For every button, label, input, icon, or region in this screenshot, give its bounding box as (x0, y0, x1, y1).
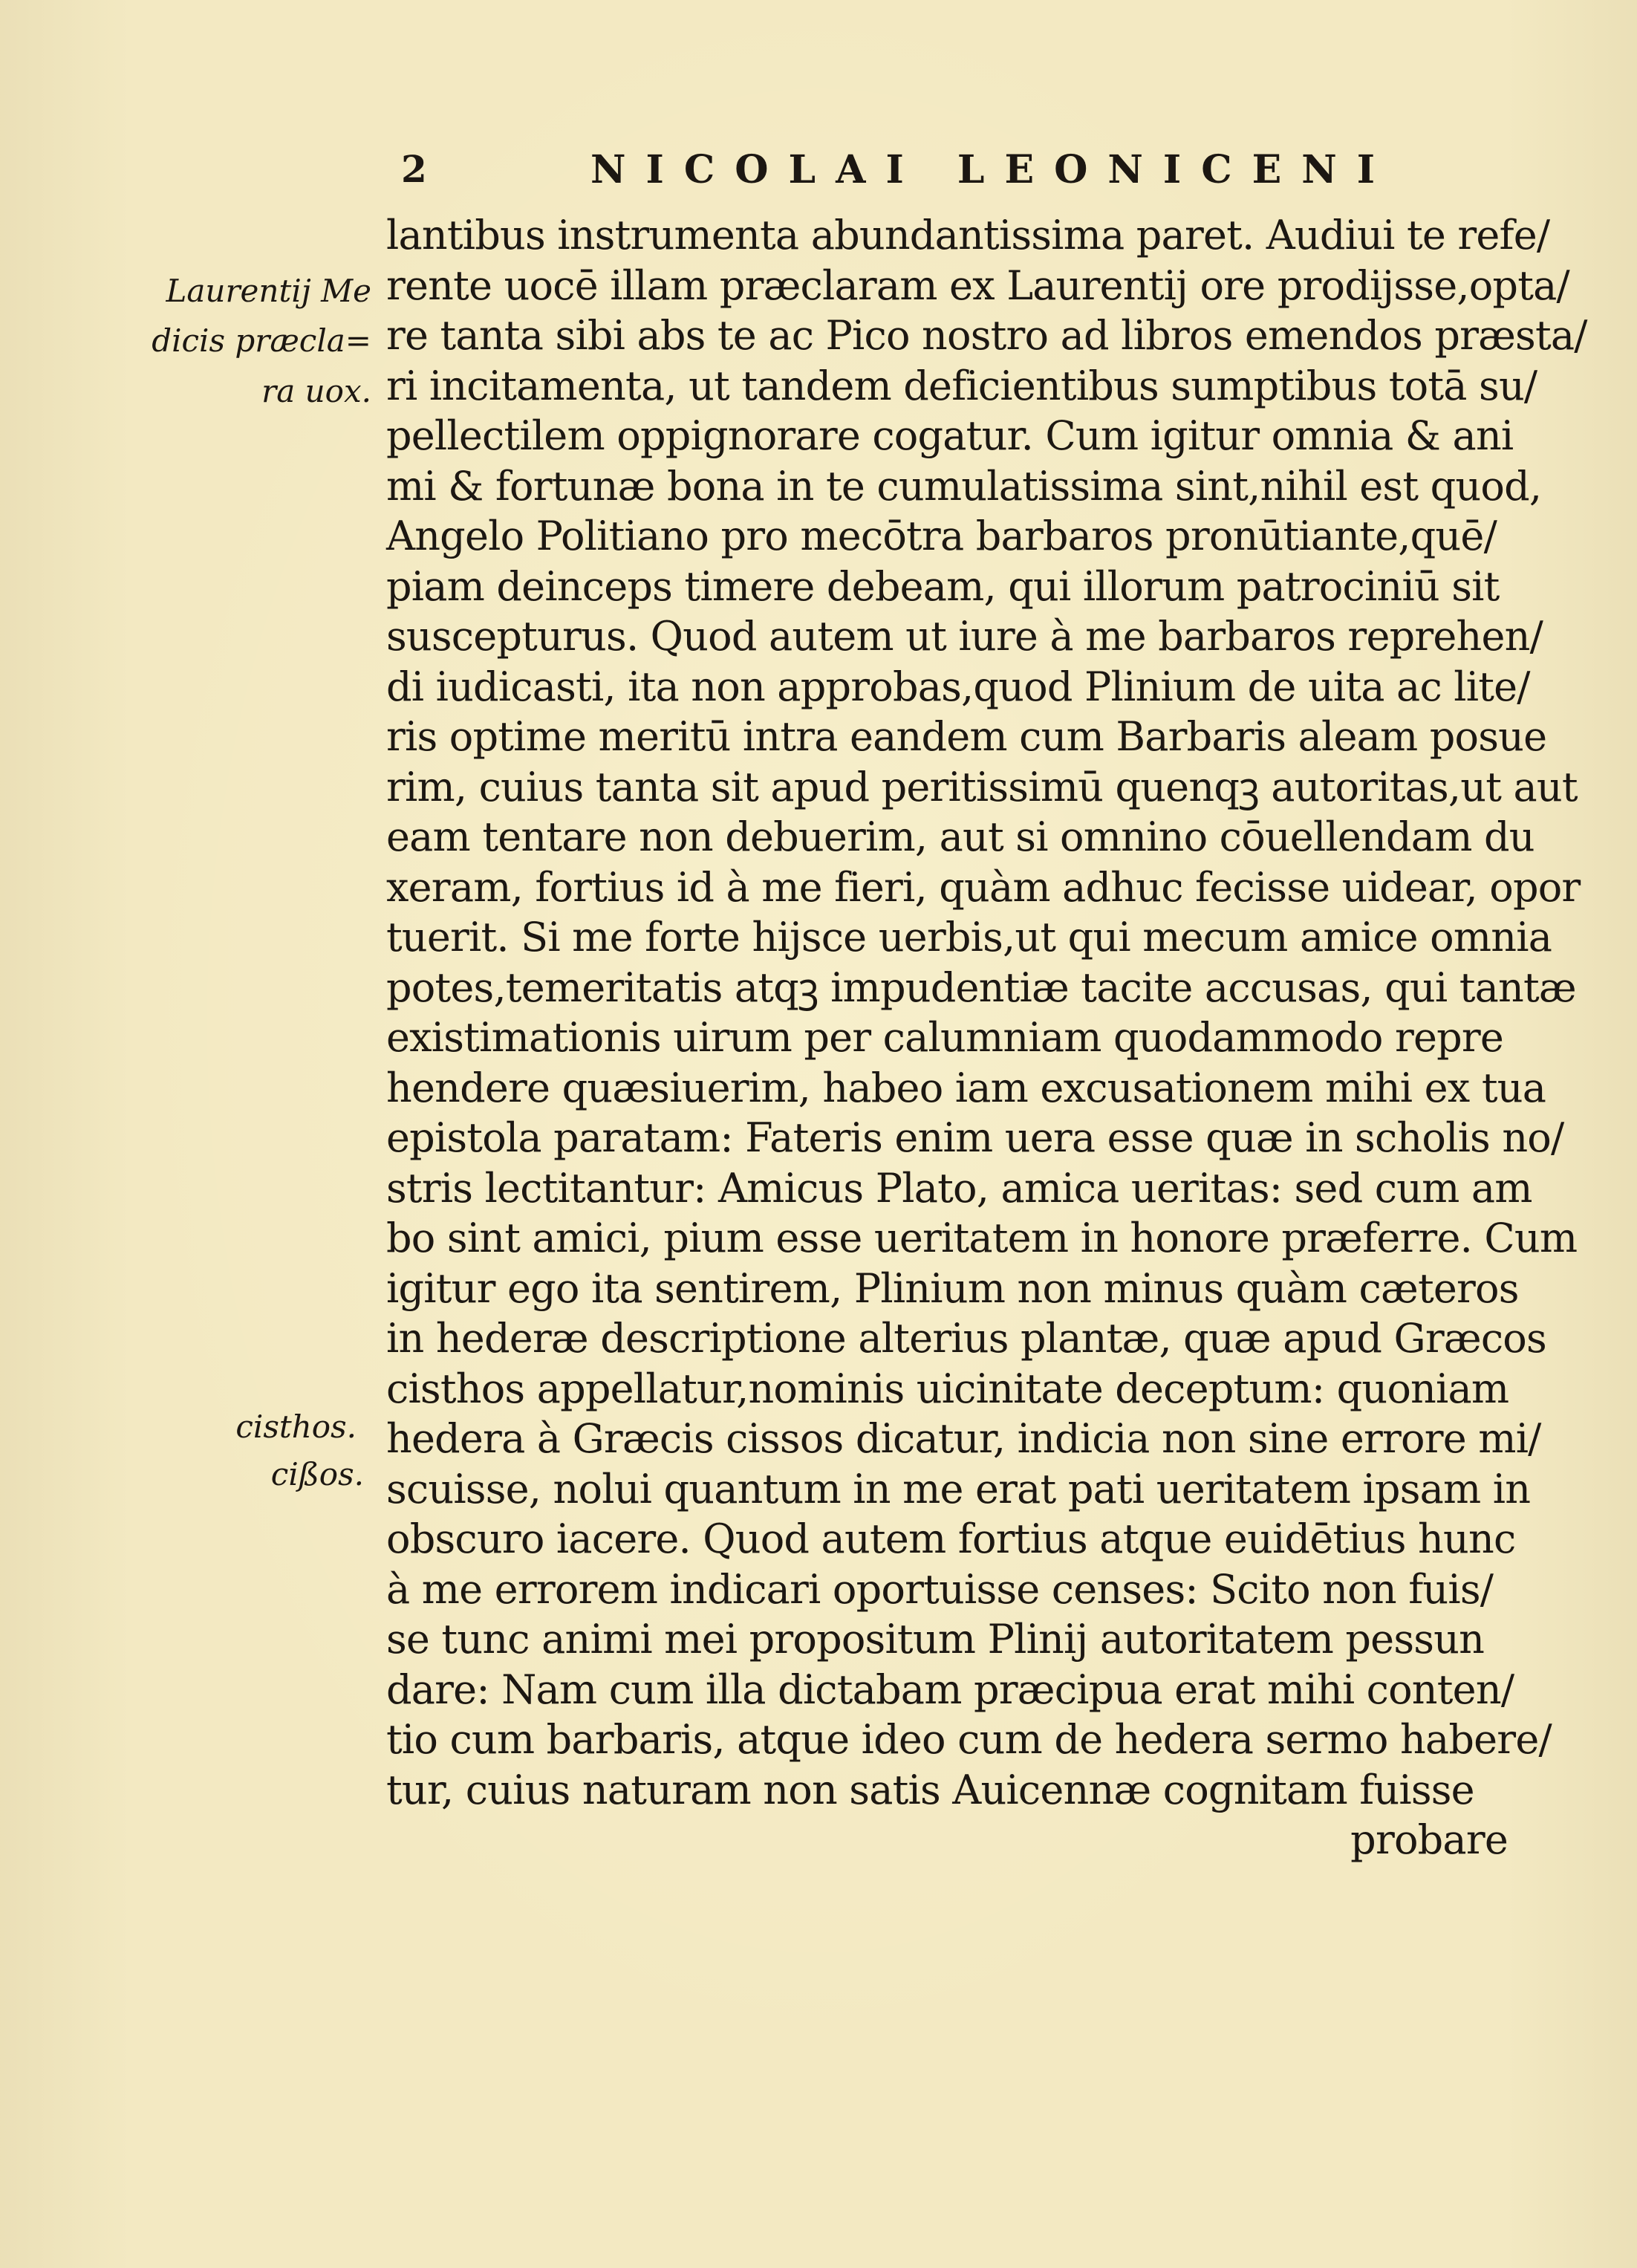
text-line: rente uocē illam præclaram ex Laurentij ore prodijsse,opta/ (386, 261, 1569, 309)
text-line: obscuro iacere. Quod autem fortius atque euidētius hunc (386, 1515, 1516, 1562)
text-line: xeram, fortius id à me fieri, quàm adhuc fecisse uidear, opor (386, 863, 1581, 911)
text-line: hendere quæsiuerim, habeo iam excusationem mihi ex tua (386, 1064, 1546, 1111)
text-line: re tanta sibi abs te ac Pico nostro ad libros emendos præsta/ (386, 312, 1587, 359)
text-line: lantibus instrumenta abundantissima paret. Audiui te refe/ (386, 212, 1550, 259)
text-line: ris optime meritū intra eandem cum Barbaris aleam posue (386, 713, 1547, 760)
text-line: tuerit. Si me forte hijsce uerbis,ut qui mecum amice omnia (386, 914, 1552, 961)
text-line: piam deinceps timere debeam, qui illorum patrociniū sit (386, 562, 1500, 610)
text-line: scuisse, nolui quantum in me erat pati ueritatem ipsam in (386, 1465, 1531, 1512)
text-line: cisthos appellatur,nominis uicinitate deceptum: quoniam (386, 1365, 1509, 1412)
text-line: stris lectitantur: Amicus Plato, amica ueritas: sed cum am (386, 1164, 1532, 1212)
text-line: eam tentare non debuerim, aut si omnino cōuellendam du (386, 813, 1535, 860)
page-header (401, 147, 1396, 199)
text-line: rim, cuius tanta sit apud peritissimū quenqꝫ autoritas,ut aut (386, 763, 1578, 810)
text-line: pellectilem oppignorare cogatur. Cum igitur omnia & ani (386, 412, 1514, 459)
text-line: se tunc animi mei propositum Plinij autoritatem pessun (386, 1616, 1485, 1663)
text-line: dare: Nam cum illa dictabam præcipua erat mihi conten/ (386, 1666, 1514, 1713)
text-line: à me errorem indicari oportuisse censes: Scito non fuis/ (386, 1565, 1494, 1613)
text-line: Angelo Politiano pro mecōtra barbaros pronūtiante,quē/ (386, 513, 1497, 559)
text-line: epistola paratam: Fateris enim uera esse quæ in scholis no/ (386, 1114, 1564, 1161)
text-line: igitur ego ita sentirem, Plinium non minus quàm cæteros (386, 1264, 1519, 1312)
text-line: tio cum barbaris, atque ideo cum de hedera sermo habere/ (386, 1716, 1552, 1763)
margin-note: Laurentij Me (166, 273, 371, 309)
body-text (386, 210, 1587, 1865)
text-line: hedera à Græcis cissos dicatur, indicia non sine errore mi/ (386, 1415, 1541, 1462)
margin-note: cisthos. (235, 1408, 357, 1445)
text-line: di iudicasti, ita non approbas,quod Plinium de uita ac lite/ (386, 663, 1530, 710)
margin-note: ra uox. (261, 373, 371, 409)
text-line: suscepturus. Quod autem ut iure à me barbaros reprehen/ (386, 613, 1543, 660)
text-line: existimationis uirum per calumniam quodammodo repre (386, 1014, 1504, 1061)
text-line: potes,temeritatis atqꝫ impudentiæ tacite accusas, qui tantæ (386, 964, 1576, 1011)
catchword: probare (1350, 1816, 1508, 1863)
margin-note: cißos. (270, 1456, 364, 1492)
margin-note: dicis præcla= (152, 322, 371, 359)
running-head: NICOLAI LEONICENI (590, 147, 1396, 192)
text-line: in hederæ descriptione alterius plantæ, quæ apud Græcos (386, 1315, 1546, 1362)
page-number: 2 (401, 147, 427, 191)
text-line: tur, cuius naturam non satis Auicennæ cognitam fuisse (386, 1766, 1474, 1813)
text-line: mi & fortunæ bona in te cumulatissima sint,nihil est quod, (386, 462, 1542, 510)
text-line: bo sint amici, pium esse ueritatem in honore præferre. Cum (386, 1215, 1578, 1261)
text-line: ri incitamenta, ut tandem deficientibus sumptibus totā su/ (386, 362, 1537, 409)
